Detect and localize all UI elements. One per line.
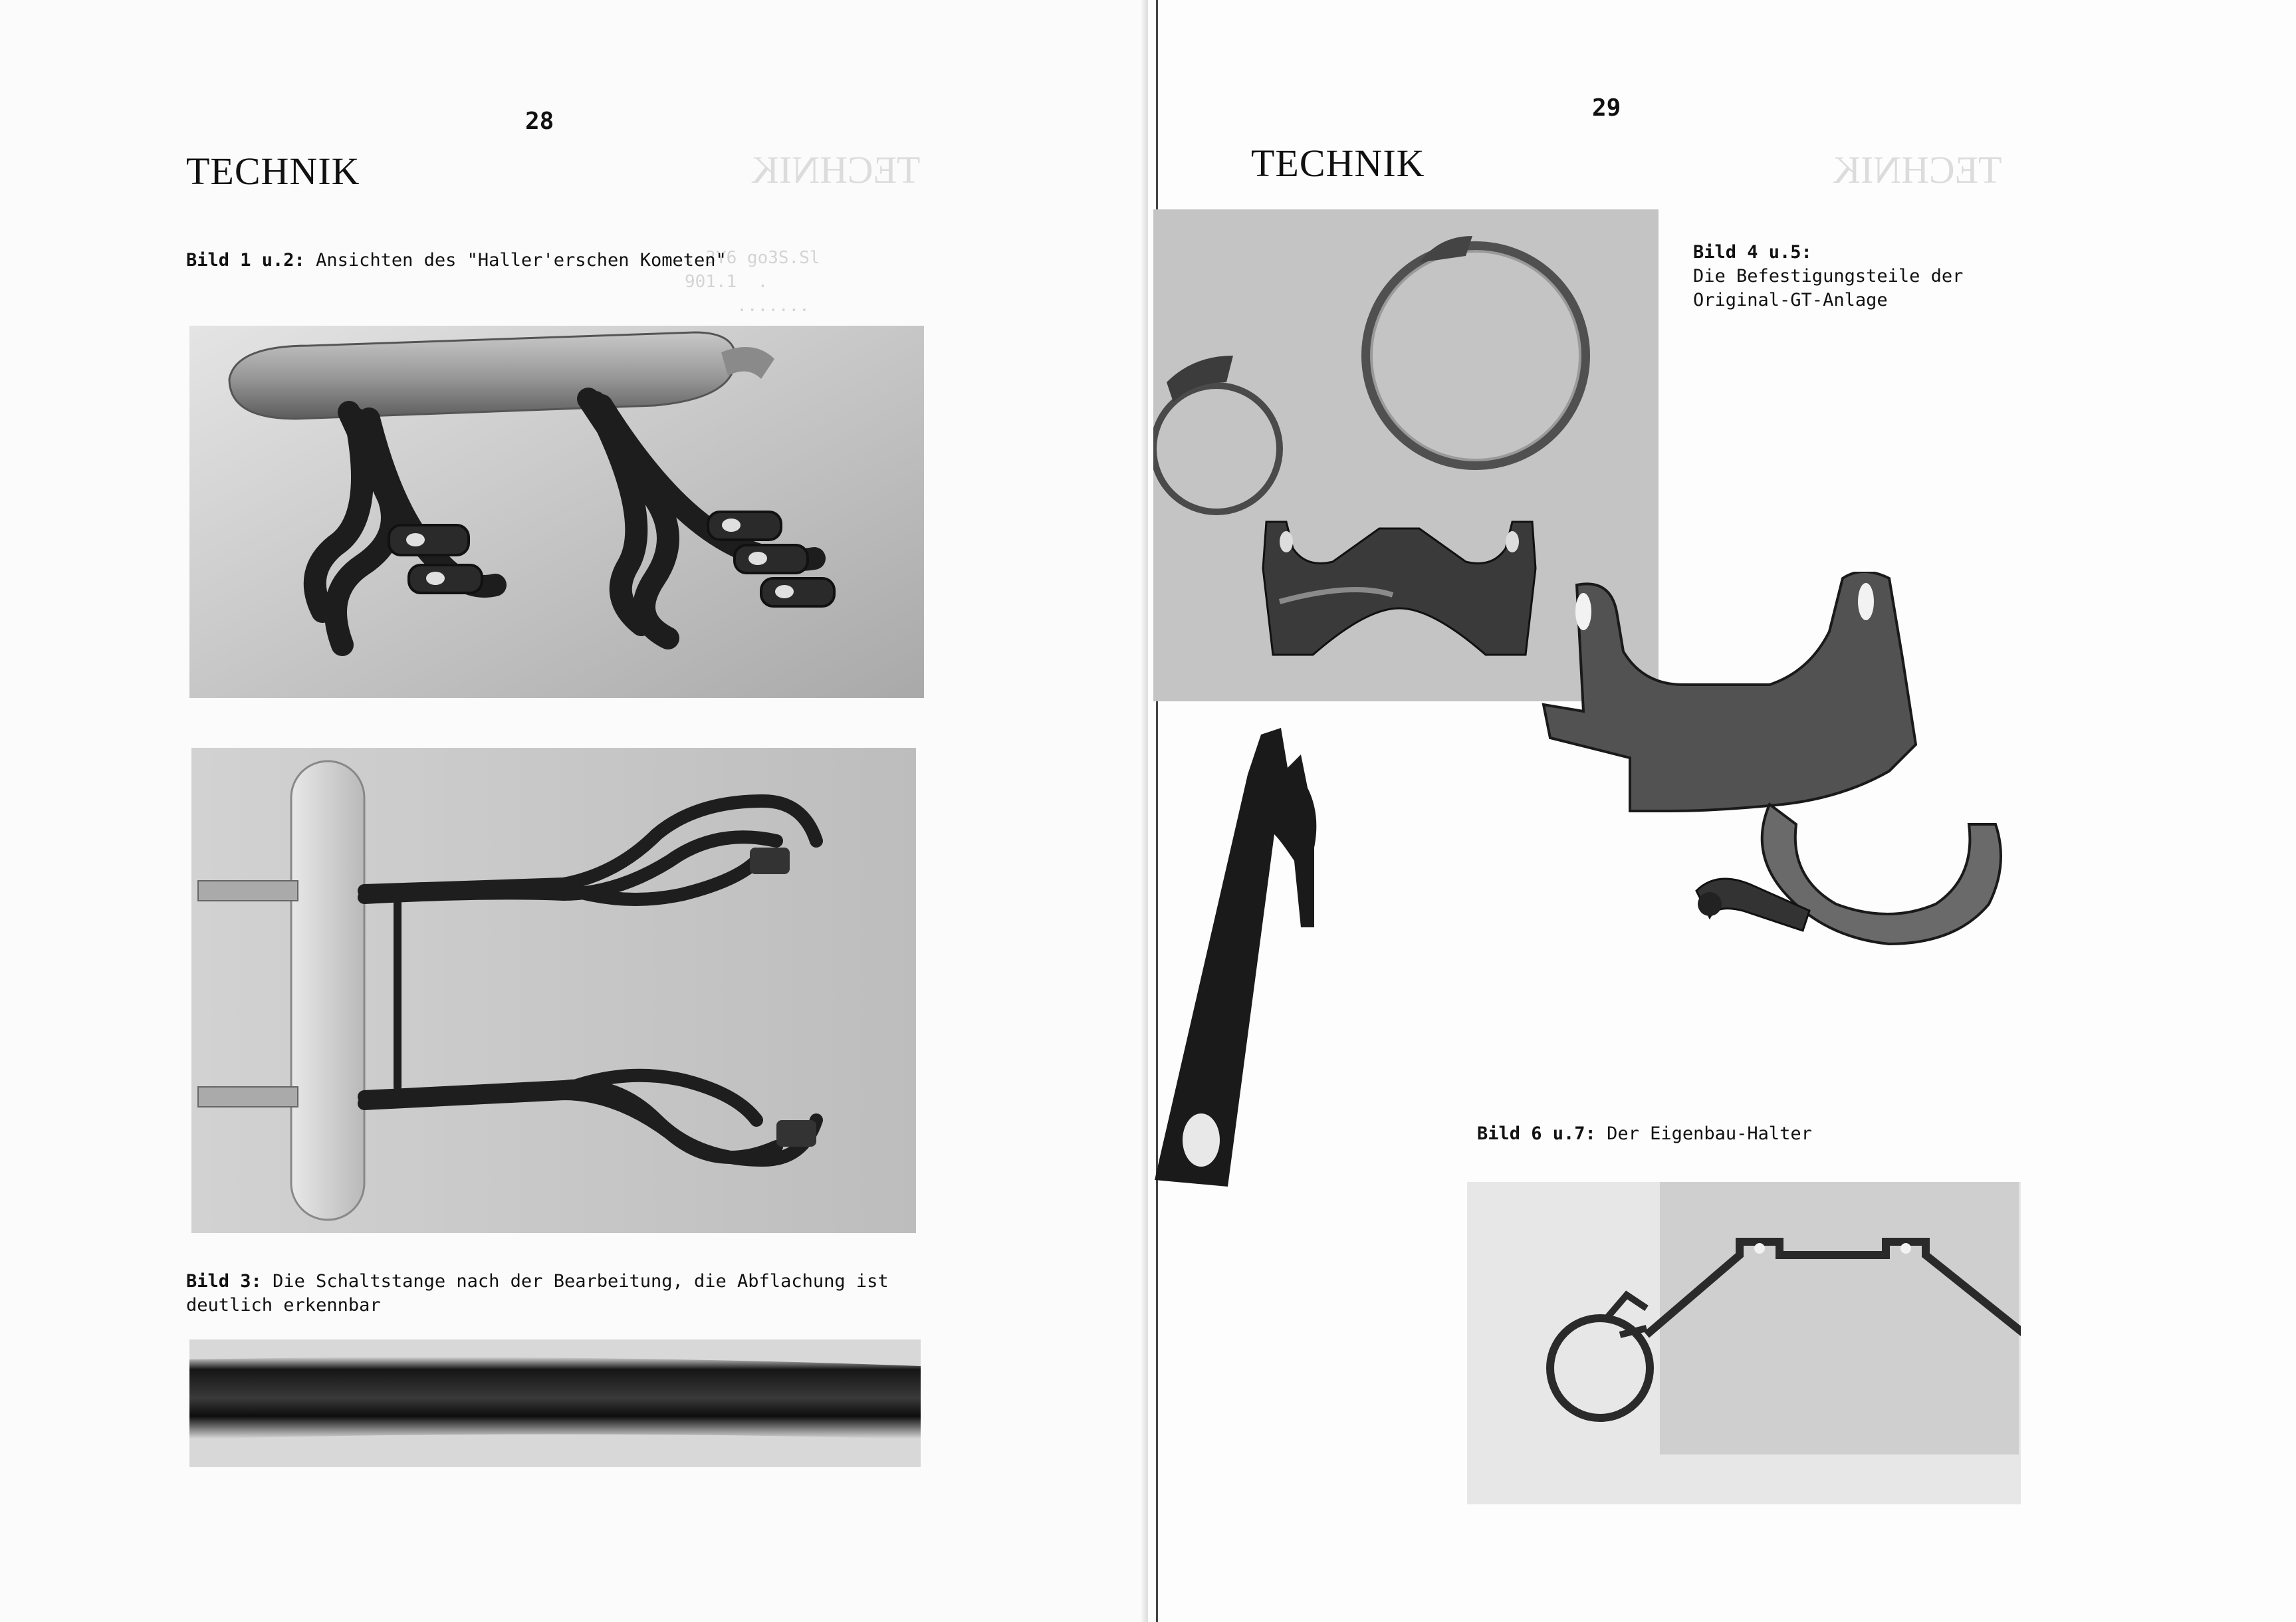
shift-rod-image [189, 1339, 921, 1467]
exhaust-perspective-image [189, 326, 924, 698]
bleed-through-text [2006, 366, 2026, 437]
caption-label: Bild 6 u.7: [1477, 1123, 1596, 1144]
eigenbau-strip-image [1148, 728, 1367, 1187]
caption-label: Bild 4 u.5: [1693, 242, 1812, 263]
caption-text: Die Schaltstange nach der Bearbeitung, die Abflachung ist [273, 1271, 889, 1292]
right-page [1148, 0, 2296, 1622]
caption-label: Bild 3: [186, 1271, 262, 1292]
caption-text-line-2: deutlich erkennbar [186, 1295, 381, 1316]
caption-text: Ansichten des "Haller'erschen Kometen" [316, 250, 727, 271]
exhaust-topview-image [191, 748, 916, 1233]
photo-bild-3 [189, 1339, 921, 1467]
caption-bild-1 [186, 249, 951, 273]
caption-text: Die Befestigungsteile der [1693, 266, 1964, 287]
photo-bild-2 [191, 748, 916, 1233]
caption-bild-4 [1693, 241, 2006, 312]
eigenbau-holder-image [1467, 1182, 2021, 1504]
bleed-through-heading: TECHNIK [1833, 148, 2002, 191]
caption-text-line-2: Original-GT-Anlage [1693, 290, 1888, 310]
photo-bild-1 [189, 326, 924, 698]
bleed-through-heading: TECHNIK [751, 148, 921, 191]
bleed-through-text: . 3Y6 go3S.Sl 901.1 . ....... [685, 248, 820, 316]
photo-bild-5 [1530, 572, 2022, 1010]
caption-bild-6 [1477, 1122, 1909, 1146]
page-heading: TECHNIK [1251, 142, 1425, 185]
page-number: 29 [1592, 94, 1621, 122]
caption-bild-3 [186, 1270, 951, 1318]
photo-bild-7 [1467, 1182, 2021, 1504]
page-heading: TECHNIK [186, 150, 360, 193]
page-number: 28 [525, 108, 554, 135]
gt-bracket-clamp-image [1530, 572, 2022, 1010]
caption-label: Bild 1 u.2: [186, 250, 305, 271]
photo-bild-6 [1148, 728, 1367, 1187]
caption-text: Der Eigenbau-Halter [1607, 1123, 1812, 1144]
